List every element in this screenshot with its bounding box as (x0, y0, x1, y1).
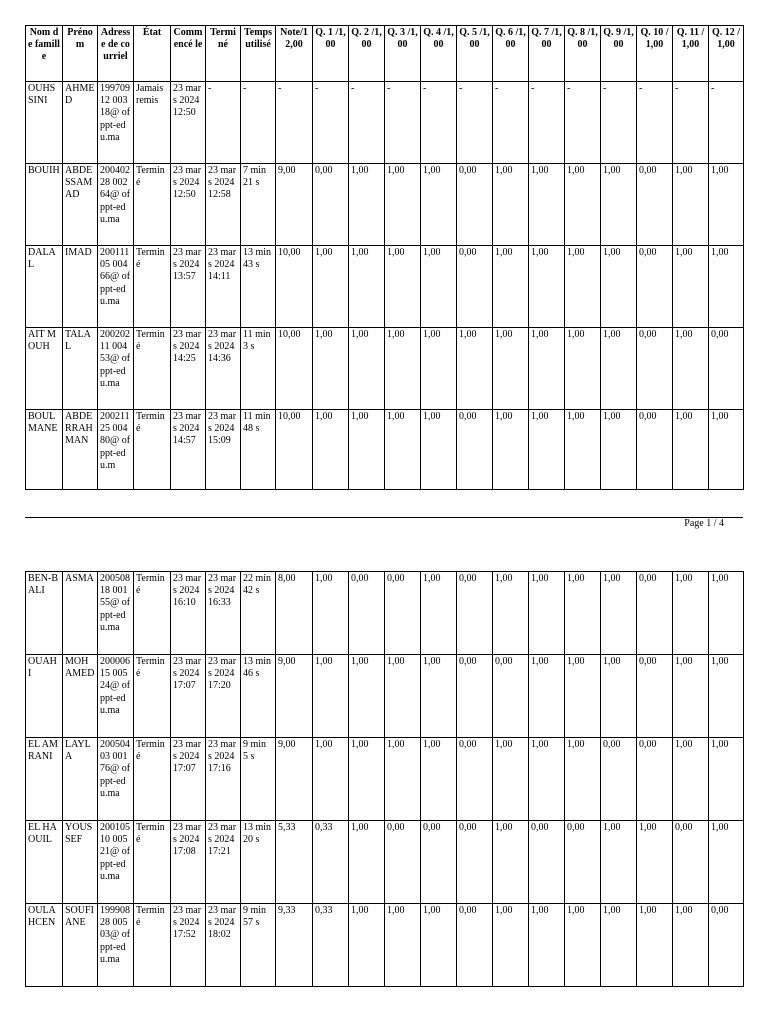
table-cell: 1,00 (673, 904, 709, 987)
page-1-bottom-margin (25, 491, 744, 503)
table-cell: 1,00 (313, 410, 349, 490)
table-cell: 13 min 20 s (241, 821, 276, 904)
table-cell: 1,00 (709, 738, 744, 821)
table-cell: Terminé (134, 246, 171, 328)
table-cell: OULAHCEN (26, 904, 63, 987)
table-row (26, 655, 744, 738)
table-cell: 23 mars 2024 12:50 (171, 164, 206, 246)
table-cell: 1,00 (349, 904, 385, 987)
table-cell: 0,00 (349, 572, 385, 655)
table-cell: 23 mars 2024 14:25 (171, 328, 206, 410)
table-cell: 23 mars 2024 17:07 (171, 655, 206, 738)
table-cell: 1,00 (709, 410, 744, 490)
table-cell: 1,00 (601, 410, 637, 490)
table-cell: 23 mars 2024 17:20 (206, 655, 241, 738)
table-cell: Terminé (134, 328, 171, 410)
table-cell: 0,33 (313, 821, 349, 904)
table-cell: 0,00 (637, 328, 673, 410)
table-cell: ASMA (63, 572, 98, 655)
table-cell: 1,00 (313, 655, 349, 738)
table-cell: 20011105 00466@ ofppt-edu.ma (98, 246, 134, 328)
table-cell: BEN-BALI (26, 572, 63, 655)
table-cell: 1,00 (565, 738, 601, 821)
column-header: Adresse de courriel (98, 26, 134, 82)
grades-table-page-2 (25, 571, 744, 987)
column-header: Q. 1 /1,00 (313, 26, 349, 82)
table-cell: 0,00 (709, 904, 744, 987)
table-cell: 0,00 (457, 738, 493, 821)
table-cell: 1,00 (529, 246, 565, 328)
table-cell: - (637, 82, 673, 164)
table-cell: 1,00 (349, 246, 385, 328)
table-cell: 1,00 (529, 164, 565, 246)
table-cell: 1,00 (493, 904, 529, 987)
table-cell: 1,00 (493, 572, 529, 655)
table-cell: 23 mars 2024 14:57 (171, 410, 206, 490)
table-cell: 1,00 (493, 738, 529, 821)
table-cell: Terminé (134, 904, 171, 987)
table-cell: - (457, 82, 493, 164)
column-header: Prénom (63, 26, 98, 82)
table-cell: 0,00 (457, 655, 493, 738)
table-cell: 23 mars 2024 17:21 (206, 821, 241, 904)
table-cell: 1,00 (385, 164, 421, 246)
table-cell: 0,00 (457, 572, 493, 655)
table-cell: 1,00 (673, 246, 709, 328)
table-cell: 9 min 5 s (241, 738, 276, 821)
table-cell: 1,00 (601, 328, 637, 410)
table-cell: 1,00 (565, 328, 601, 410)
table-cell: 1,00 (601, 572, 637, 655)
table-cell: 1,00 (313, 328, 349, 410)
column-header: Q. 3 /1,00 (385, 26, 421, 82)
grades-table-page-1 (25, 25, 744, 490)
table-cell: 20020211 00453@ ofppt-edu.ma (98, 328, 134, 410)
table-cell: - (565, 82, 601, 164)
table-cell: 1,00 (709, 655, 744, 738)
table-cell: 1,00 (529, 328, 565, 410)
table-cell: 1,00 (709, 246, 744, 328)
table-cell: 1,00 (673, 410, 709, 490)
table-cell: 1,00 (709, 164, 744, 246)
column-header: État (134, 26, 171, 82)
table-row (26, 246, 744, 328)
table-row (26, 738, 744, 821)
table-cell: 1,00 (565, 246, 601, 328)
table-row (26, 164, 744, 246)
table-cell: LAYLA (63, 738, 98, 821)
table-cell: 1,00 (565, 410, 601, 490)
column-header: Q. 4 /1,00 (421, 26, 457, 82)
table-cell: 0,00 (601, 738, 637, 821)
table-cell: 13 min 43 s (241, 246, 276, 328)
table-cell: 19970912 00318@ ofppt-edu.ma (98, 82, 134, 164)
table-cell: 23 mars 2024 13:57 (171, 246, 206, 328)
table-cell: 1,00 (565, 164, 601, 246)
page-number: Page 1 / 4 (684, 518, 724, 529)
table-cell: 1,00 (673, 328, 709, 410)
table-cell: 0,00 (637, 738, 673, 821)
table-cell: 1,00 (673, 655, 709, 738)
table-cell: 1,00 (529, 655, 565, 738)
table-cell: 11 min 48 s (241, 410, 276, 490)
table-cell: - (276, 82, 313, 164)
table-row (26, 572, 744, 655)
table-cell: 20040228 00264@ ofppt-edu.ma (98, 164, 134, 246)
table-cell: 20050818 00155@ ofppt-edu.ma (98, 572, 134, 655)
table-cell: TALAL (63, 328, 98, 410)
table-cell: 11 min 3 s (241, 328, 276, 410)
header-row (26, 26, 744, 82)
table-cell: 8,00 (276, 572, 313, 655)
table-cell: - (493, 82, 529, 164)
table-cell: 1,00 (565, 655, 601, 738)
column-header: Note/12,00 (276, 26, 313, 82)
table-cell: 0,00 (385, 572, 421, 655)
table-cell: Terminé (134, 410, 171, 490)
table-row (26, 82, 744, 164)
table-cell: 23 mars 2024 17:16 (206, 738, 241, 821)
table-cell: - (709, 82, 744, 164)
table-cell: AIT MOUH (26, 328, 63, 410)
table-cell: 1,00 (637, 904, 673, 987)
table-cell: 0,00 (637, 572, 673, 655)
table-cell: 5,33 (276, 821, 313, 904)
table-cell: 23 mars 2024 16:33 (206, 572, 241, 655)
table-cell: EL HAOUIL (26, 821, 63, 904)
table-cell: 22 min 42 s (241, 572, 276, 655)
column-header: Q. 8 /1,00 (565, 26, 601, 82)
table-cell: 1,00 (601, 904, 637, 987)
table-cell: DALAL (26, 246, 63, 328)
table-cell: 10,00 (276, 410, 313, 490)
table-cell: - (421, 82, 457, 164)
table-cell: 0,00 (457, 164, 493, 246)
table-cell: - (241, 82, 276, 164)
table-cell: SOUFIANE (63, 904, 98, 987)
table-cell: 0,00 (457, 410, 493, 490)
table-cell: 1,00 (637, 821, 673, 904)
table-cell: 13 min 46 s (241, 655, 276, 738)
table-cell: 1,00 (709, 572, 744, 655)
table-cell: ABDESSAMAD (63, 164, 98, 246)
column-header: Q. 9 /1,00 (601, 26, 637, 82)
table-cell: Terminé (134, 821, 171, 904)
table-cell: 1,00 (421, 410, 457, 490)
table-cell: - (313, 82, 349, 164)
table-cell: 10,00 (276, 328, 313, 410)
table-cell: 9,00 (276, 738, 313, 821)
table-cell: Terminé (134, 164, 171, 246)
table-cell: 0,00 (457, 246, 493, 328)
table-cell: 1,00 (673, 572, 709, 655)
table-cell: 1,00 (313, 572, 349, 655)
table-cell: ABDERRAHMAN (63, 410, 98, 490)
table-cell: - (601, 82, 637, 164)
column-header: Q. 7 /1,00 (529, 26, 565, 82)
table-cell: 23 mars 2024 18:02 (206, 904, 241, 987)
table-cell: EL AMRANI (26, 738, 63, 821)
table-cell: 7 min 21 s (241, 164, 276, 246)
table-cell: 23 mars 2024 14:11 (206, 246, 241, 328)
table-cell: 1,00 (421, 246, 457, 328)
table-cell: 1,00 (349, 821, 385, 904)
table-cell: BOUIH (26, 164, 63, 246)
table-cell: 0,00 (637, 164, 673, 246)
table-cell: 1,00 (385, 410, 421, 490)
table-cell: OUAHI (26, 655, 63, 738)
table-cell: 1,00 (565, 572, 601, 655)
table-cell: 23 mars 2024 12:58 (206, 164, 241, 246)
table-cell: - (529, 82, 565, 164)
table-cell: 1,00 (493, 410, 529, 490)
table-cell: 1,00 (457, 328, 493, 410)
table-cell: 0,00 (565, 821, 601, 904)
table-cell: 20000615 00524@ ofppt-edu.ma (98, 655, 134, 738)
table-cell: 0,00 (529, 821, 565, 904)
table-cell: 1,00 (493, 821, 529, 904)
table-cell: 1,00 (601, 655, 637, 738)
table-cell: 1,00 (421, 904, 457, 987)
table-cell: 1,00 (349, 410, 385, 490)
table-cell: 0,00 (421, 821, 457, 904)
table-cell: OUHSSINI (26, 82, 63, 164)
table-cell: 1,00 (385, 904, 421, 987)
table-cell: 23 mars 2024 14:36 (206, 328, 241, 410)
column-header: Q. 2 /1,00 (349, 26, 385, 82)
column-header: Q. 12 /1,00 (709, 26, 744, 82)
table-cell: 1,00 (529, 738, 565, 821)
table-cell: - (206, 82, 241, 164)
table-cell: 19990828 00503@ ofppt-edu.ma (98, 904, 134, 987)
table-row (26, 410, 744, 490)
table-cell: 0,00 (637, 655, 673, 738)
column-header: Q. 11 /1,00 (673, 26, 709, 82)
table-cell: 1,00 (385, 246, 421, 328)
table-cell: 9,33 (276, 904, 313, 987)
column-header: Commencé le (171, 26, 206, 82)
column-header: Temps utilisé (241, 26, 276, 82)
table-cell: 23 mars 2024 16:10 (171, 572, 206, 655)
table-cell: 1,00 (673, 164, 709, 246)
table-cell: 1,00 (529, 410, 565, 490)
table-cell: 1,00 (349, 328, 385, 410)
table-cell: 1,00 (385, 738, 421, 821)
table-cell: 0,00 (313, 164, 349, 246)
table-cell: 1,00 (421, 572, 457, 655)
table-cell: 1,00 (601, 164, 637, 246)
table-cell: 1,00 (601, 246, 637, 328)
table-cell: 0,00 (493, 655, 529, 738)
table-cell: 1,00 (349, 738, 385, 821)
table-cell: 1,00 (421, 738, 457, 821)
table-cell: IMAD (63, 246, 98, 328)
table-cell: 23 mars 2024 12:50 (171, 82, 206, 164)
table-cell: 1,00 (313, 246, 349, 328)
table-cell: 0,33 (313, 904, 349, 987)
table-cell: 1,00 (565, 904, 601, 987)
column-header: Nom de famille (26, 26, 63, 82)
table-cell: 1,00 (385, 328, 421, 410)
table-cell: 0,00 (709, 328, 744, 410)
column-header: Q. 5 /1,00 (457, 26, 493, 82)
table-cell: - (385, 82, 421, 164)
table-cell: Terminé (134, 738, 171, 821)
table-cell: 1,00 (529, 904, 565, 987)
table-cell: 1,00 (493, 164, 529, 246)
table-cell: 1,00 (421, 328, 457, 410)
table-cell: 20050403 00176@ ofppt-edu.ma (98, 738, 134, 821)
table-cell: 9 min 57 s (241, 904, 276, 987)
table-cell: Terminé (134, 655, 171, 738)
table-cell: 1,00 (421, 164, 457, 246)
table-cell: 1,00 (493, 328, 529, 410)
table-cell: 23 mars 2024 17:07 (171, 738, 206, 821)
table-cell: 1,00 (673, 738, 709, 821)
table-cell: 1,00 (349, 164, 385, 246)
table-cell: 9,00 (276, 164, 313, 246)
table-cell: 0,00 (637, 246, 673, 328)
table-cell: 1,00 (385, 655, 421, 738)
table-row (26, 821, 744, 904)
table-cell: 1,00 (421, 655, 457, 738)
table-cell: 23 mars 2024 17:52 (171, 904, 206, 987)
table-row (26, 328, 744, 410)
table-cell: 1,00 (349, 655, 385, 738)
table-cell: Jamais remis (134, 82, 171, 164)
table-cell: 0,00 (385, 821, 421, 904)
table-cell: AHMED (63, 82, 98, 164)
column-header: Q. 10 /1,00 (637, 26, 673, 82)
table-cell: Terminé (134, 572, 171, 655)
page-footer-rule (25, 517, 743, 518)
table-cell: 23 mars 2024 17:08 (171, 821, 206, 904)
table-cell: 1,00 (601, 821, 637, 904)
table-cell: 20021125 00480@ ofppt-edu.m (98, 410, 134, 490)
table-cell: 23 mars 2024 15:09 (206, 410, 241, 490)
table-cell: 1,00 (709, 821, 744, 904)
table-row (26, 904, 744, 987)
table-cell: YOUSSEF (63, 821, 98, 904)
table-cell: - (673, 82, 709, 164)
table-cell: 9,00 (276, 655, 313, 738)
table-cell: 0,00 (457, 821, 493, 904)
table-cell: MOHAMED (63, 655, 98, 738)
table-cell: - (349, 82, 385, 164)
table-cell: 1,00 (493, 246, 529, 328)
table-cell: 0,00 (457, 904, 493, 987)
table-cell: BOULMANE (26, 410, 63, 490)
table-cell: 20010510 00521@ ofppt-edu.ma (98, 821, 134, 904)
table-cell: 1,00 (529, 572, 565, 655)
column-header: Terminé (206, 26, 241, 82)
table-cell: 10,00 (276, 246, 313, 328)
table-cell: 0,00 (637, 410, 673, 490)
table-cell: 0,00 (673, 821, 709, 904)
column-header: Q. 6 /1,00 (493, 26, 529, 82)
table-cell: 1,00 (313, 738, 349, 821)
